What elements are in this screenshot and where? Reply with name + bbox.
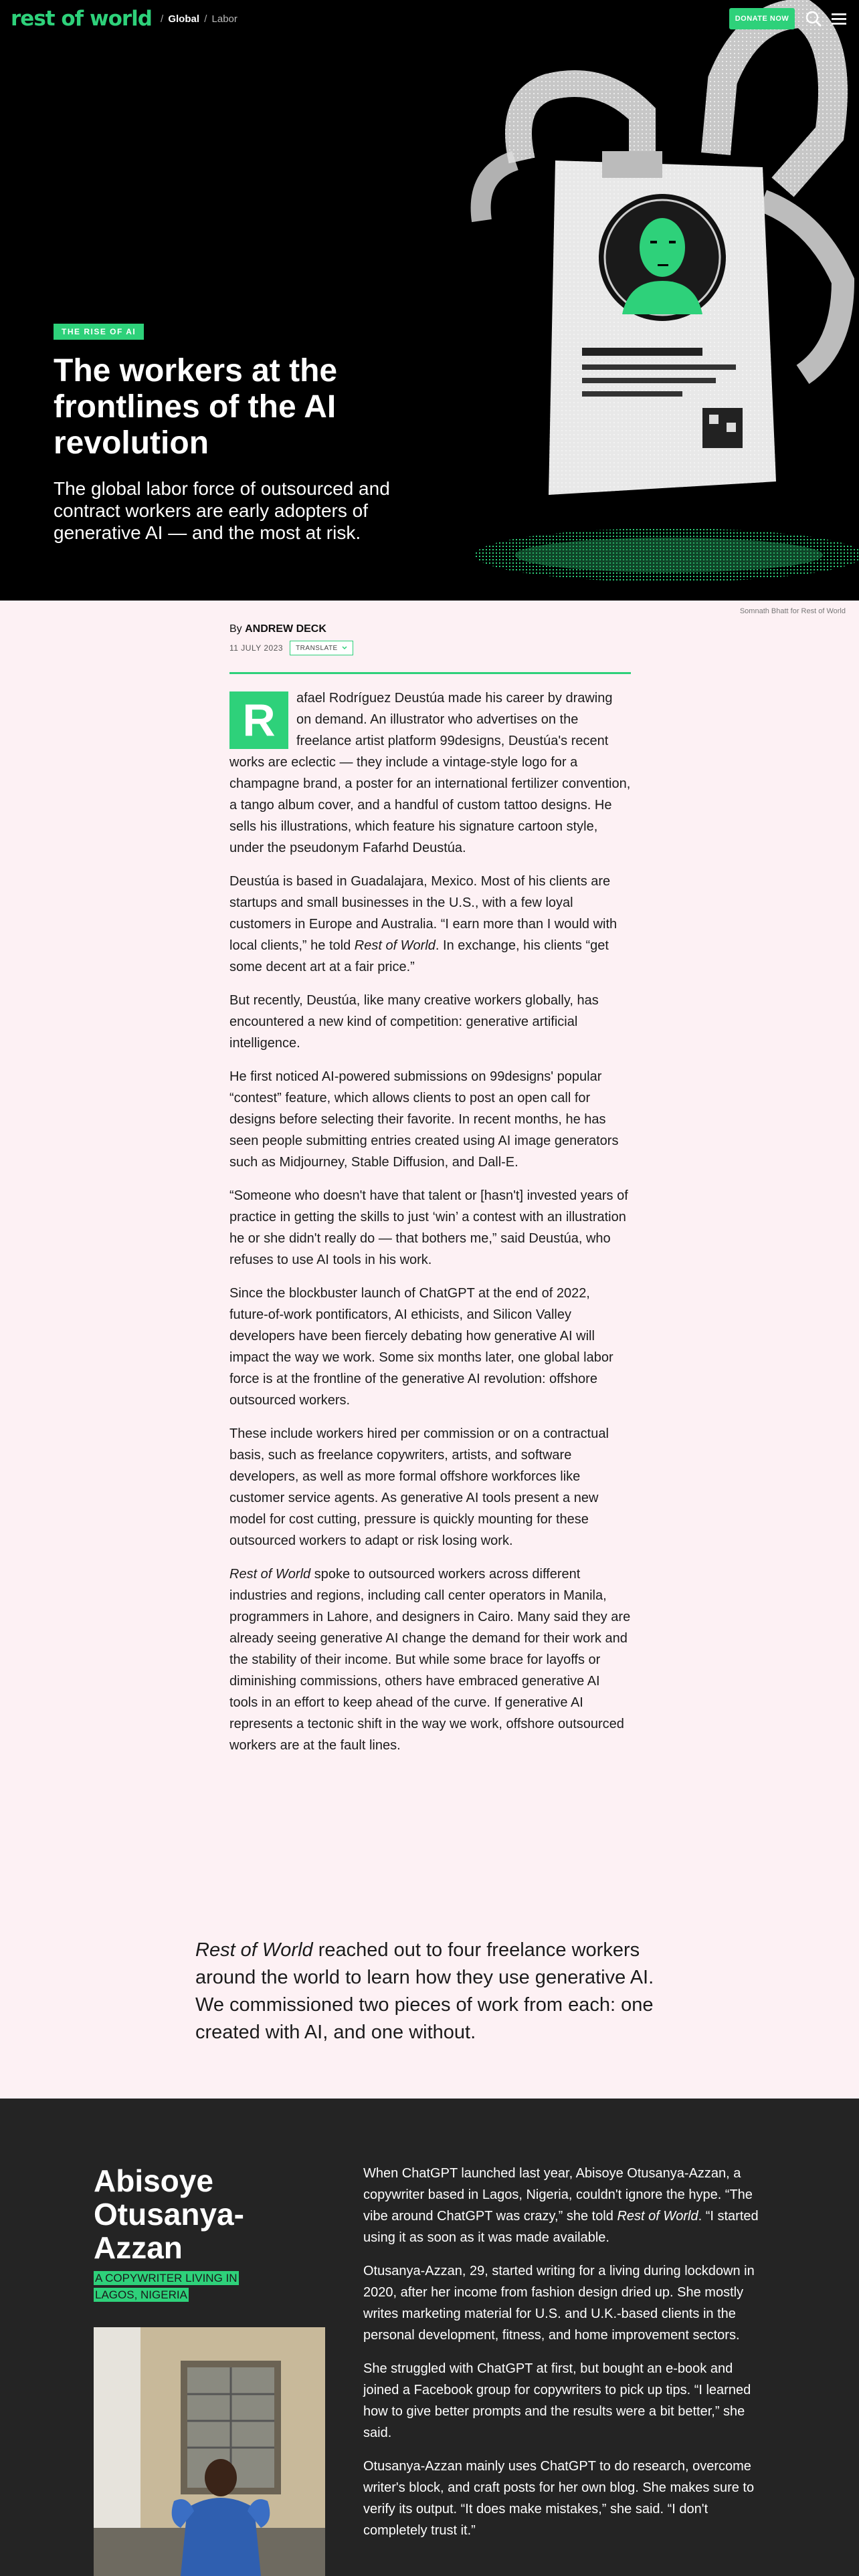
- breadcrumb-separator: /: [204, 13, 207, 25]
- paragraph-text: Deustúa is based in Guadalajara, Mexico. Most of his clients are startups and small businesses in the U.S., with a few loyal customers in Europe and Australia. “I earn more than I would with local clients,” he told: [229, 874, 617, 953]
- paragraph: These include workers hired per commission or on a contractual basis, such as freelance copywriters, artists, and software developers, as well as more formal offshore workforces like customer service agents. As generative AI tools present a new model for cost cutting, pressure is quickly mounting for these outsourced workers to adapt or risk losing work.: [229, 1426, 609, 1548]
- breadcrumb: [159, 13, 237, 25]
- chevron-down-icon: [342, 646, 347, 650]
- paragraph-text: When ChatGPT launched last year, Abisoye Otusanya-Azzan, a copywriter based in Lagos, Nigeria, couldn't ignore the hype. “The vibe around ChatGPT was crazy,” she told: [363, 2166, 753, 2224]
- paragraph: He first noticed AI-powered submissions on 99designs' popular “contest” feature, which allows clients to post an open call for designs before selecting their favorite. In recent months, he has seen people submitting entries created using AI image generators such as Midjourney, Stable Diffusion, and Dall-E.: [229, 1069, 619, 1170]
- byline: [229, 623, 326, 635]
- site-logo[interactable]: rest of world: [11, 7, 152, 31]
- kicker-tag[interactable]: THE RISE OF AI: [54, 324, 144, 340]
- paragraph: Otusanya-Azzan mainly uses ChatGPT to do research, overcome writer's block, and craft posts for her own blog. She makes sure to verify its output. “It does make mistakes,” she said. “I don't completely trust it.”: [363, 2459, 755, 2538]
- paragraph: Otusanya-Azzan, 29, started writing for a living during lockdown in 2020, after her income from fashion design dried up. She mostly writes marketing material for U.S. and U.K.-based clients in the personal development, fitness, and home improvement sectors.: [363, 2264, 755, 2343]
- drop-cap: R: [229, 691, 288, 749]
- paragraph-text: . In exchange, his clients “get some decent art at a fair price.”: [229, 938, 609, 974]
- paragraph: [229, 687, 631, 859]
- profile-tagline: [94, 2270, 281, 2303]
- profile-photo: [94, 2327, 325, 2576]
- profile-body: [363, 2163, 765, 2553]
- translate-dropdown[interactable]: [290, 641, 353, 655]
- article-body: [229, 687, 631, 1768]
- paragraph-text: . “I started using it as soon as it was made available.: [363, 2209, 759, 2245]
- hamburger-menu-icon[interactable]: [830, 9, 848, 28]
- paragraph: Since the blockbuster launch of ChatGPT at the end of 2022, future-of-work pontificators, AI ethicists, and Silicon Valley developers have been fiercely debating how generative AI will impact the way we work. Some six months later, one global labor force is at the frontline of the generative AI revolution: offshore outsourced workers.: [229, 1286, 613, 1408]
- date-row: [229, 641, 353, 655]
- publication-name: Rest of World: [354, 938, 436, 953]
- intro-text: reached out to four freelance workers around the world to learn how they use generative AI. We commissioned two pieces of work from each: one created with AI, and one without.: [195, 1939, 654, 2043]
- image-credit: Somnath Bhatt for Rest of World: [739, 607, 846, 615]
- article-headline: The workers at the frontlines of the AI revolution: [54, 353, 338, 461]
- article-dek: The global labor force of outsourced and contract workers are early adopters of generative AI — and the most at risk.: [54, 478, 390, 543]
- top-nav: [0, 0, 859, 37]
- author-link[interactable]: ANDREW DECK: [245, 623, 326, 635]
- publication-name: Rest of World: [229, 1567, 311, 1582]
- breadcrumb-separator: /: [161, 13, 164, 25]
- breadcrumb-labor[interactable]: Labor: [211, 13, 237, 25]
- byline-prefix: By: [229, 623, 242, 635]
- divider: [229, 672, 631, 674]
- donate-button[interactable]: DONATE NOW: [729, 8, 795, 29]
- paragraph-text: spoke to outsourced workers across different industries and regions, including call center operators in Manila, programmers in Lahore, and designers in Cairo. Many said they are already seeing generative AI change the demand for their work and the stability of their income. But while some brace for layoffs or diminishing commissions, others have embraced generative AI tools in an effort to keep ahead of the curve. If generative AI represents a tectonic shift in the way we work, offshore outsourced workers are at the fault lines.: [229, 1567, 631, 1753]
- hero: [0, 0, 859, 601]
- profile-name: Abisoye Otusanya-Azzan: [94, 2163, 244, 2265]
- breadcrumb-global[interactable]: Global: [168, 13, 200, 25]
- paragraph: [229, 1564, 631, 1756]
- translate-label: TRANSLATE: [296, 644, 338, 652]
- paragraph-text: afael Rodríguez Deustúa made his career by drawing on demand. An illustrator who advertises on the freelance artist platform 99designs, Deustúa's recent works are eclectic — they include a vintage-style logo for a champagne brand, a poster for an international fertilizer convention, a tango album cover, and a handful of custom tattoo designs. He sells his illustrations, which feature his signature cartoon style, under the pseudonym Fafarhd Deustúa.: [229, 691, 631, 855]
- hero-illustration: [468, 0, 859, 601]
- publication-name: Rest of World: [617, 2209, 698, 2224]
- publication-name: Rest of World: [195, 1939, 313, 1961]
- section-intro: [195, 1937, 664, 2046]
- paragraph: [363, 2163, 765, 2248]
- search-icon[interactable]: [804, 9, 823, 28]
- paragraph: But recently, Deustúa, like many creative workers globally, has encountered a new kind of competition: generative artificial intelligence.: [229, 993, 599, 1051]
- paragraph: “Someone who doesn't have that talent or [hasn't] invested years of practice in getting the skills to just ‘win’ a contest with an illustration he or she didn't really do — that bothers me,” said Deustúa, who refuses to use AI tools in his work.: [229, 1188, 628, 1267]
- paragraph: [229, 871, 631, 978]
- publish-date: 11 JULY 2023: [229, 643, 284, 653]
- profile-tagline-text: A COPYWRITER LIVING IN LAGOS, NIGERIA: [95, 2272, 237, 2301]
- paragraph: She struggled with ChatGPT at first, but bought an e-book and joined a Facebook group for copywriters to pick up tips. “I learned how to give better prompts and the results were a bit better,” she said.: [363, 2361, 751, 2440]
